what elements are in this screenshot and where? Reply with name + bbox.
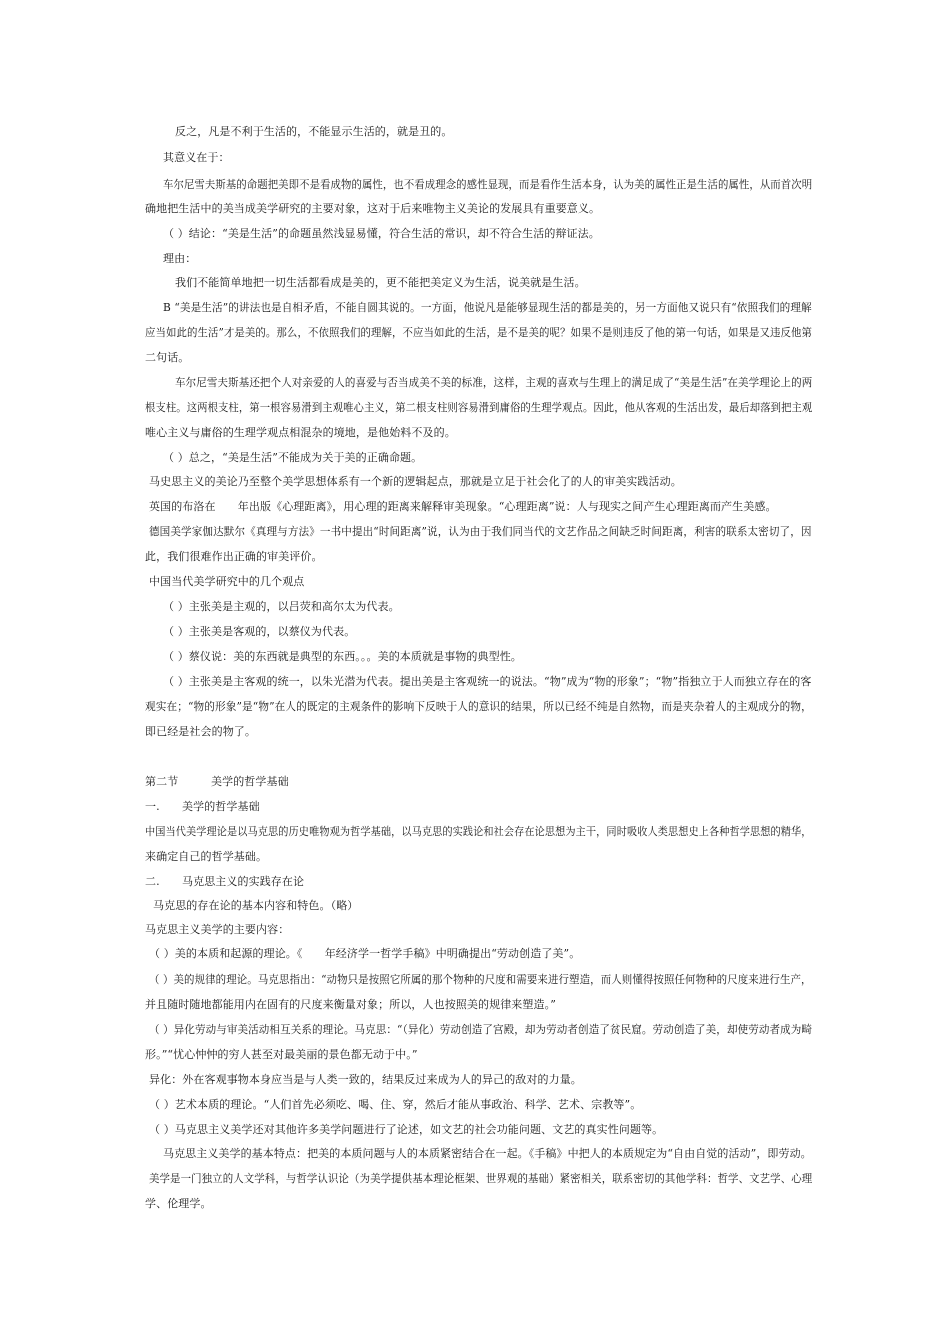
- text-line: （ ）艺术本质的理论。“人们首先必须吃、喝、住、穿，然后才能从事政治、科学、艺术、宗教等”。: [149, 1098, 642, 1111]
- text-line: 确地把生活中的美当成美学研究的主要对象，这对于后来唯物主义美论的发展具有重要意义。: [145, 202, 601, 215]
- text-line: 德国美学家伽达默尔《真理与方法》一书中提出“时间距离”说，认为由于我们同当代的文艺作品之间缺乏时间距离，利害的联系太密切了，因: [149, 525, 812, 538]
- text-line: 马克思主义美学的主要内容：: [145, 923, 290, 936]
- text-line: 根支柱。这两根支柱，第一根容易滑到主观唯心主义，第二根支柱则容易滑到庸俗的生理学观点。因此，他从客观的生活出发，最后却落到把主观: [145, 401, 813, 414]
- text-line: 来确定自己的哲学基础。: [145, 850, 268, 863]
- text-line: 异化：外在客观事物本身应当是与人类一致的，结果反过来成为人的异己的敌对的力量。: [149, 1073, 582, 1086]
- text-line: （ ）异化劳动与审美活动相互关系的理论。马克思：“（异化）劳动创造了宫殿，却为劳动者创造了贫民窟。劳动创造了美，却使劳动者成为畸: [149, 1023, 813, 1036]
- text-line: 其意义在于：: [163, 151, 230, 164]
- subsection-title: 美学的哲学基础: [182, 800, 260, 813]
- text-line: 美学是一门独立的人文学科，与哲学认识论（为美学提供基本理论框架、世界观的基础）紧密相关，联系密切的其他学科：哲学、文艺学、心理: [149, 1172, 813, 1185]
- text-line: 我们不能简单地把一切生活都看成是美的，更不能把美定义为生活，说美就是生活。: [175, 276, 586, 289]
- text-line: （ ）美的规律的理论。马克思指出：“动物只是按照它所属的那个物种的尺度和需要来进行塑造，而人则懂得按照任何物种的尺度来进行生产，: [149, 973, 812, 986]
- text-line: （ ）总之，“美是生活”不能成为关于美的正确命题。: [163, 451, 423, 464]
- text-line: 并且随时随地都能用内在固有的尺度来衡量对象；所以，人也按照美的规律来塑造。”: [145, 998, 556, 1011]
- text-line: 马克思主义美学的基本特点：把美的本质问题与人的本质紧密结合在一起。《手稿》中把人的本质规定为“自由自觉的活动”，即劳动。: [163, 1147, 812, 1160]
- text-line: 二句话。: [145, 351, 190, 364]
- text-line: 英国的布洛在 年出版《心理距离》，用心理的距离来解释审美现象。“心理距离”说：人与现实之间产生心理距离而产生美感。: [149, 500, 777, 513]
- section-number: 第二节: [145, 775, 179, 788]
- text-line: B “美是生活”的讲法也是自相矛盾，不能自圆其说的。一方面，他说凡是能够显现生活的都是美的，另一方面他又说只有“依照我们的理解: [163, 301, 812, 314]
- text-line: （ ）主张美是客观的，以蔡仪为代表。: [163, 625, 356, 638]
- text-line: 形。”“忧心忡忡的穷人甚至对最美丽的景色都无动于中。”: [145, 1048, 418, 1061]
- subsection-number: 一.: [145, 800, 160, 813]
- text-line: （ ）主张美是主观的，以吕荧和高尔太为代表。: [163, 600, 400, 613]
- text-line: 即已经是社会的物了。: [145, 725, 256, 738]
- text-line: （ ）美的本质和起源的理论。《 年经济学一哲学手稿》中明确提出“劳动创造了美”。: [149, 947, 581, 960]
- text-line: 应当如此的生活”才是美的。那么，不依照我们的理解，不应当如此的生活，是不是美的呢？如果不是则违反了他的第一句话，如果是又违反他第: [145, 326, 813, 339]
- text-line: 唯心主义与庸俗的生理学观点相混杂的境地，是他始料不及的。: [145, 426, 456, 439]
- text-line: 理由：: [163, 252, 197, 265]
- section-title: 美学的哲学基础: [211, 775, 289, 788]
- text-line: 车尔尼雪夫斯基还把个人对亲爱的人的喜爱与否当成美不美的标准，这样，主观的喜欢与生理上的满足成了“美是生活”在美学理论上的两: [175, 376, 813, 389]
- text-line: 车尔尼雪夫斯基的命题把美即不是看成物的属性，也不看成理念的感性显现，而是看作生活本身，认为美的属性正是生活的属性，从而首次明: [163, 178, 813, 191]
- text-line: 中国当代美学研究中的几个观点: [149, 575, 305, 588]
- text-line: 此，我们很难作出正确的审美评价。: [145, 550, 323, 563]
- text-line: 马史思主义的美论乃至整个美学思想体系有一个新的逻辑起点，那就是立足于社会化了的人的审美实践活动。: [149, 475, 682, 488]
- text-line: 马克思的存在论的基本内容和特色。（略）: [153, 899, 359, 912]
- text-line: 观实在；“物的形象”是“物”在人的既定的主观条件的影响下反映于人的意识的结果，所以已经不纯是自然物，而是夹杂着人的主观成分的物，: [145, 700, 812, 713]
- text-line: 学、伦理学。: [145, 1197, 212, 1210]
- subsection-title: 马克思主义的实践存在论: [182, 875, 305, 888]
- text-line: （ ）马克思主义美学还对其他许多美学问题进行了论述，如文艺的社会功能问题、文艺的真实性问题等。: [149, 1123, 664, 1136]
- text-line: （ ）蔡仪说：美的东西就是典型的东西。。。美的本质就是事物的典型性。: [163, 650, 522, 663]
- text-line: （ ）结论：“美是生活”的命题虽然浅显易懂，符合生活的常识，却不符合生活的辩证法。: [163, 227, 600, 240]
- text-line: （ ）主张美是主客观的统一，以朱光潜为代表。提出美是主客观统一的说法。“物”成为“物的形象”；“物”指独立于人而独立存在的客: [163, 675, 812, 688]
- text-line: 反之，凡是不利于生活的，不能显示生活的，就是丑的。: [175, 125, 453, 138]
- subsection-number: 二.: [145, 875, 160, 888]
- text-line: 中国当代美学理论是以马克思的历史唯物观为哲学基础，以马克思的实践论和社会存在论思想为主干，同时吸收人类思想史上各种哲学思想的精华，: [145, 825, 812, 838]
